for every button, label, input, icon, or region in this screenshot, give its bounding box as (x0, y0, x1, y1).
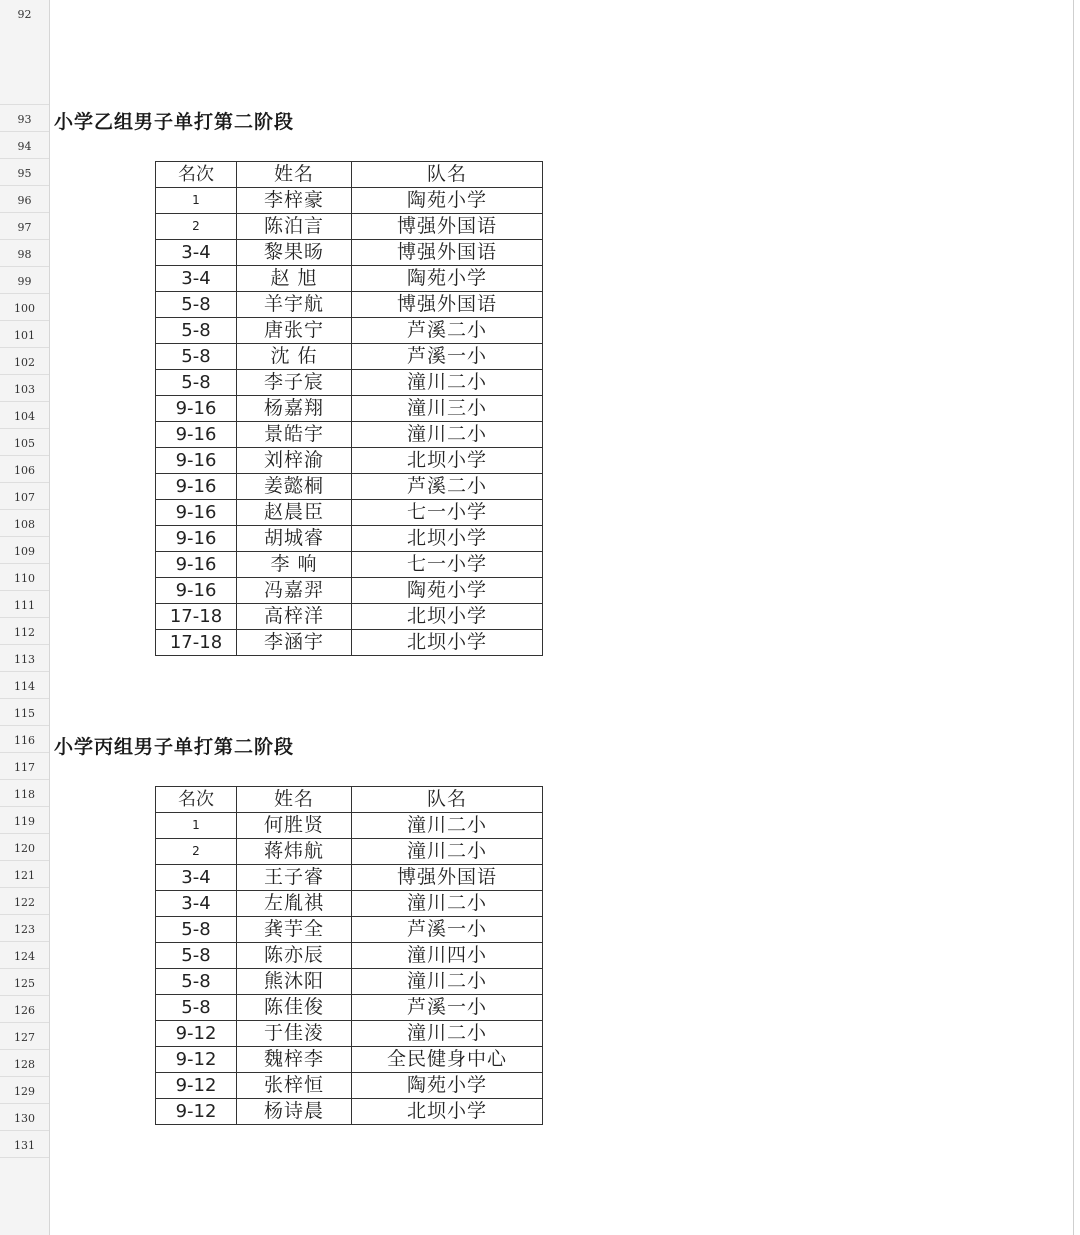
row-header[interactable]: 92 (0, 0, 49, 105)
row-header[interactable]: 127 (0, 1023, 49, 1050)
name-cell[interactable]: 熊沐阳 (237, 969, 352, 995)
row-header[interactable]: 96 (0, 186, 49, 213)
row-header[interactable]: 106 (0, 456, 49, 483)
team-cell[interactable]: 潼川二小 (352, 969, 543, 995)
name-cell[interactable]: 杨诗晨 (237, 1099, 352, 1125)
row-header[interactable]: 104 (0, 402, 49, 429)
row-header[interactable]: 93 (0, 105, 49, 132)
team-cell[interactable]: 芦溪一小 (352, 344, 543, 370)
table-row (156, 396, 543, 422)
row-header[interactable]: 113 (0, 645, 49, 672)
name-cell[interactable]: 王子睿 (237, 865, 352, 891)
team-cell[interactable]: 博强外国语 (352, 214, 543, 240)
team-cell[interactable]: 潼川二小 (352, 370, 543, 396)
header-rank[interactable]: 名次 (156, 162, 237, 188)
team-cell[interactable]: 芦溪二小 (352, 474, 543, 500)
header-team[interactable]: 队名 (352, 787, 543, 813)
row-header[interactable]: 116 (0, 726, 49, 753)
table-row (156, 1099, 543, 1125)
team-cell[interactable]: 七一小学 (352, 500, 543, 526)
table-row (156, 969, 543, 995)
name-cell[interactable]: 杨嘉翔 (237, 396, 352, 422)
row-header[interactable]: 128 (0, 1050, 49, 1077)
table-row (156, 188, 543, 214)
table-row (156, 370, 543, 396)
name-cell[interactable]: 赵 旭 (237, 266, 352, 292)
team-cell[interactable]: 博强外国语 (352, 240, 543, 266)
name-cell[interactable]: 张梓恒 (237, 1073, 352, 1099)
name-cell[interactable]: 陈佳俊 (237, 995, 352, 1021)
rank-cell[interactable]: 9-16 (156, 500, 237, 526)
team-cell[interactable]: 北坝小学 (352, 630, 543, 656)
team-cell[interactable]: 芦溪一小 (352, 917, 543, 943)
team-cell[interactable]: 潼川二小 (352, 839, 543, 865)
name-cell[interactable]: 于佳淩 (237, 1021, 352, 1047)
rank-cell[interactable]: 5-8 (156, 943, 237, 969)
team-cell[interactable]: 芦溪二小 (352, 318, 543, 344)
column-divider (1073, 0, 1074, 1235)
row-header[interactable]: 105 (0, 429, 49, 456)
rank-cell[interactable]: 5-8 (156, 969, 237, 995)
rank-cell[interactable]: 17-18 (156, 604, 237, 630)
rank-cell[interactable]: 5-8 (156, 995, 237, 1021)
rank-cell[interactable]: 9-16 (156, 526, 237, 552)
team-cell[interactable]: 博强外国语 (352, 292, 543, 318)
table-row (156, 500, 543, 526)
table-row (156, 995, 543, 1021)
row-header[interactable]: 101 (0, 321, 49, 348)
row-header[interactable]: 103 (0, 375, 49, 402)
row-header[interactable]: 99 (0, 267, 49, 294)
table-row (156, 865, 543, 891)
rank-cell[interactable]: 5-8 (156, 370, 237, 396)
row-header[interactable]: 126 (0, 996, 49, 1023)
team-cell[interactable]: 七一小学 (352, 552, 543, 578)
rank-cell[interactable]: 1 (156, 813, 237, 839)
rank-cell[interactable]: 3-4 (156, 865, 237, 891)
name-cell[interactable]: 龚芋全 (237, 917, 352, 943)
row-header[interactable]: 94 (0, 132, 49, 159)
table-row (156, 214, 543, 240)
table-row (156, 318, 543, 344)
rank-cell[interactable]: 9-12 (156, 1021, 237, 1047)
rank-cell[interactable]: 9-12 (156, 1073, 237, 1099)
row-header[interactable]: 125 (0, 969, 49, 996)
table-row (156, 474, 543, 500)
name-cell[interactable]: 李子宸 (237, 370, 352, 396)
rank-cell[interactable]: 9-16 (156, 474, 237, 500)
team-cell[interactable]: 潼川二小 (352, 813, 543, 839)
team-cell[interactable]: 陶苑小学 (352, 188, 543, 214)
name-cell[interactable]: 沈 佑 (237, 344, 352, 370)
table-row (156, 604, 543, 630)
team-cell[interactable]: 陶苑小学 (352, 266, 543, 292)
name-cell[interactable]: 唐张宁 (237, 318, 352, 344)
team-cell[interactable]: 北坝小学 (352, 526, 543, 552)
rank-cell[interactable]: 2 (156, 839, 237, 865)
team-cell[interactable]: 陶苑小学 (352, 1073, 543, 1099)
name-cell[interactable]: 李梓豪 (237, 188, 352, 214)
row-header[interactable]: 102 (0, 348, 49, 375)
row-header[interactable]: 109 (0, 537, 49, 564)
row-header[interactable]: 100 (0, 294, 49, 321)
name-cell[interactable]: 黎果旸 (237, 240, 352, 266)
row-header[interactable]: 108 (0, 510, 49, 537)
row-header[interactable]: 97 (0, 213, 49, 240)
table-row (156, 917, 543, 943)
row-header[interactable]: 98 (0, 240, 49, 267)
row-header[interactable]: 117 (0, 753, 49, 780)
rank-cell[interactable]: 5-8 (156, 344, 237, 370)
rank-cell[interactable]: 17-18 (156, 630, 237, 656)
table-row (156, 813, 543, 839)
table-row (156, 448, 543, 474)
rank-cell[interactable]: 3-4 (156, 266, 237, 292)
table-row (156, 578, 543, 604)
name-cell[interactable]: 赵晨臣 (237, 500, 352, 526)
rank-cell[interactable]: 9-16 (156, 448, 237, 474)
header-name[interactable]: 姓名 (237, 162, 352, 188)
team-cell[interactable]: 潼川二小 (352, 1021, 543, 1047)
row-header[interactable]: 95 (0, 159, 49, 186)
table-header-row (156, 162, 543, 188)
row-header[interactable]: 114 (0, 672, 49, 699)
header-rank[interactable]: 名次 (156, 787, 237, 813)
table-row (156, 1047, 543, 1073)
name-cell[interactable]: 景皓宇 (237, 422, 352, 448)
team-cell[interactable]: 北坝小学 (352, 448, 543, 474)
name-cell[interactable]: 蒋炜航 (237, 839, 352, 865)
results-table-primary-b (155, 161, 543, 656)
row-header[interactable]: 129 (0, 1077, 49, 1104)
row-header[interactable]: 120 (0, 834, 49, 861)
name-cell[interactable]: 李 响 (237, 552, 352, 578)
rank-cell[interactable]: 5-8 (156, 318, 237, 344)
header-name[interactable]: 姓名 (237, 787, 352, 813)
team-cell[interactable]: 陶苑小学 (352, 578, 543, 604)
section-title-primary-b: 小学乙组男子单打第二阶段 (54, 111, 295, 133)
rank-cell[interactable]: 9-16 (156, 578, 237, 604)
name-cell[interactable]: 李涵宇 (237, 630, 352, 656)
table-row (156, 240, 543, 266)
team-cell[interactable]: 全民健身中心 (352, 1047, 543, 1073)
table-row (156, 292, 543, 318)
table-row (156, 630, 543, 656)
name-cell[interactable]: 陈泊言 (237, 214, 352, 240)
rank-cell[interactable]: 9-16 (156, 422, 237, 448)
table-row (156, 552, 543, 578)
rank-cell[interactable]: 3-4 (156, 240, 237, 266)
row-header[interactable]: 124 (0, 942, 49, 969)
row-header[interactable]: 112 (0, 618, 49, 645)
row-number-gutter (0, 0, 50, 1235)
table-row (156, 422, 543, 448)
table-row (156, 1021, 543, 1047)
rank-cell[interactable]: 9-16 (156, 552, 237, 578)
team-cell[interactable]: 北坝小学 (352, 604, 543, 630)
name-cell[interactable]: 高梓洋 (237, 604, 352, 630)
rank-cell[interactable]: 5-8 (156, 917, 237, 943)
rank-cell[interactable]: 3-4 (156, 891, 237, 917)
rank-cell[interactable]: 5-8 (156, 292, 237, 318)
team-cell[interactable]: 博强外国语 (352, 865, 543, 891)
row-header[interactable]: 122 (0, 888, 49, 915)
name-cell[interactable]: 何胜贤 (237, 813, 352, 839)
row-header[interactable]: 110 (0, 564, 49, 591)
table-row (156, 839, 543, 865)
row-header[interactable]: 131 (0, 1131, 49, 1158)
table-row (156, 266, 543, 292)
table-row (156, 891, 543, 917)
name-cell[interactable]: 魏梓李 (237, 1047, 352, 1073)
name-cell[interactable]: 羊宇航 (237, 292, 352, 318)
name-cell[interactable]: 胡城睿 (237, 526, 352, 552)
section-title-primary-c: 小学丙组男子单打第二阶段 (54, 736, 295, 758)
row-header[interactable]: 130 (0, 1104, 49, 1131)
name-cell[interactable]: 冯嘉羿 (237, 578, 352, 604)
team-cell[interactable]: 潼川二小 (352, 891, 543, 917)
row-header[interactable]: 119 (0, 807, 49, 834)
row-header[interactable]: 123 (0, 915, 49, 942)
results-table-primary-c (155, 786, 543, 1125)
team-cell[interactable]: 潼川二小 (352, 422, 543, 448)
team-cell[interactable]: 芦溪一小 (352, 995, 543, 1021)
row-header[interactable]: 121 (0, 861, 49, 888)
table-row (156, 943, 543, 969)
row-header[interactable]: 107 (0, 483, 49, 510)
team-cell[interactable]: 北坝小学 (352, 1099, 543, 1125)
header-team[interactable]: 队名 (352, 162, 543, 188)
team-cell[interactable]: 潼川三小 (352, 396, 543, 422)
table-row (156, 1073, 543, 1099)
row-header[interactable]: 115 (0, 699, 49, 726)
name-cell[interactable]: 姜懿桐 (237, 474, 352, 500)
rank-cell[interactable]: 9-16 (156, 396, 237, 422)
rank-cell[interactable]: 9-12 (156, 1099, 237, 1125)
name-cell[interactable]: 左胤祺 (237, 891, 352, 917)
rank-cell[interactable]: 9-12 (156, 1047, 237, 1073)
rank-cell[interactable]: 2 (156, 214, 237, 240)
name-cell[interactable]: 陈亦辰 (237, 943, 352, 969)
name-cell[interactable]: 刘梓渝 (237, 448, 352, 474)
rank-cell[interactable]: 1 (156, 188, 237, 214)
team-cell[interactable]: 潼川四小 (352, 943, 543, 969)
table-header-row (156, 787, 543, 813)
row-header[interactable]: 111 (0, 591, 49, 618)
row-header[interactable]: 118 (0, 780, 49, 807)
table-row (156, 344, 543, 370)
table-row (156, 526, 543, 552)
